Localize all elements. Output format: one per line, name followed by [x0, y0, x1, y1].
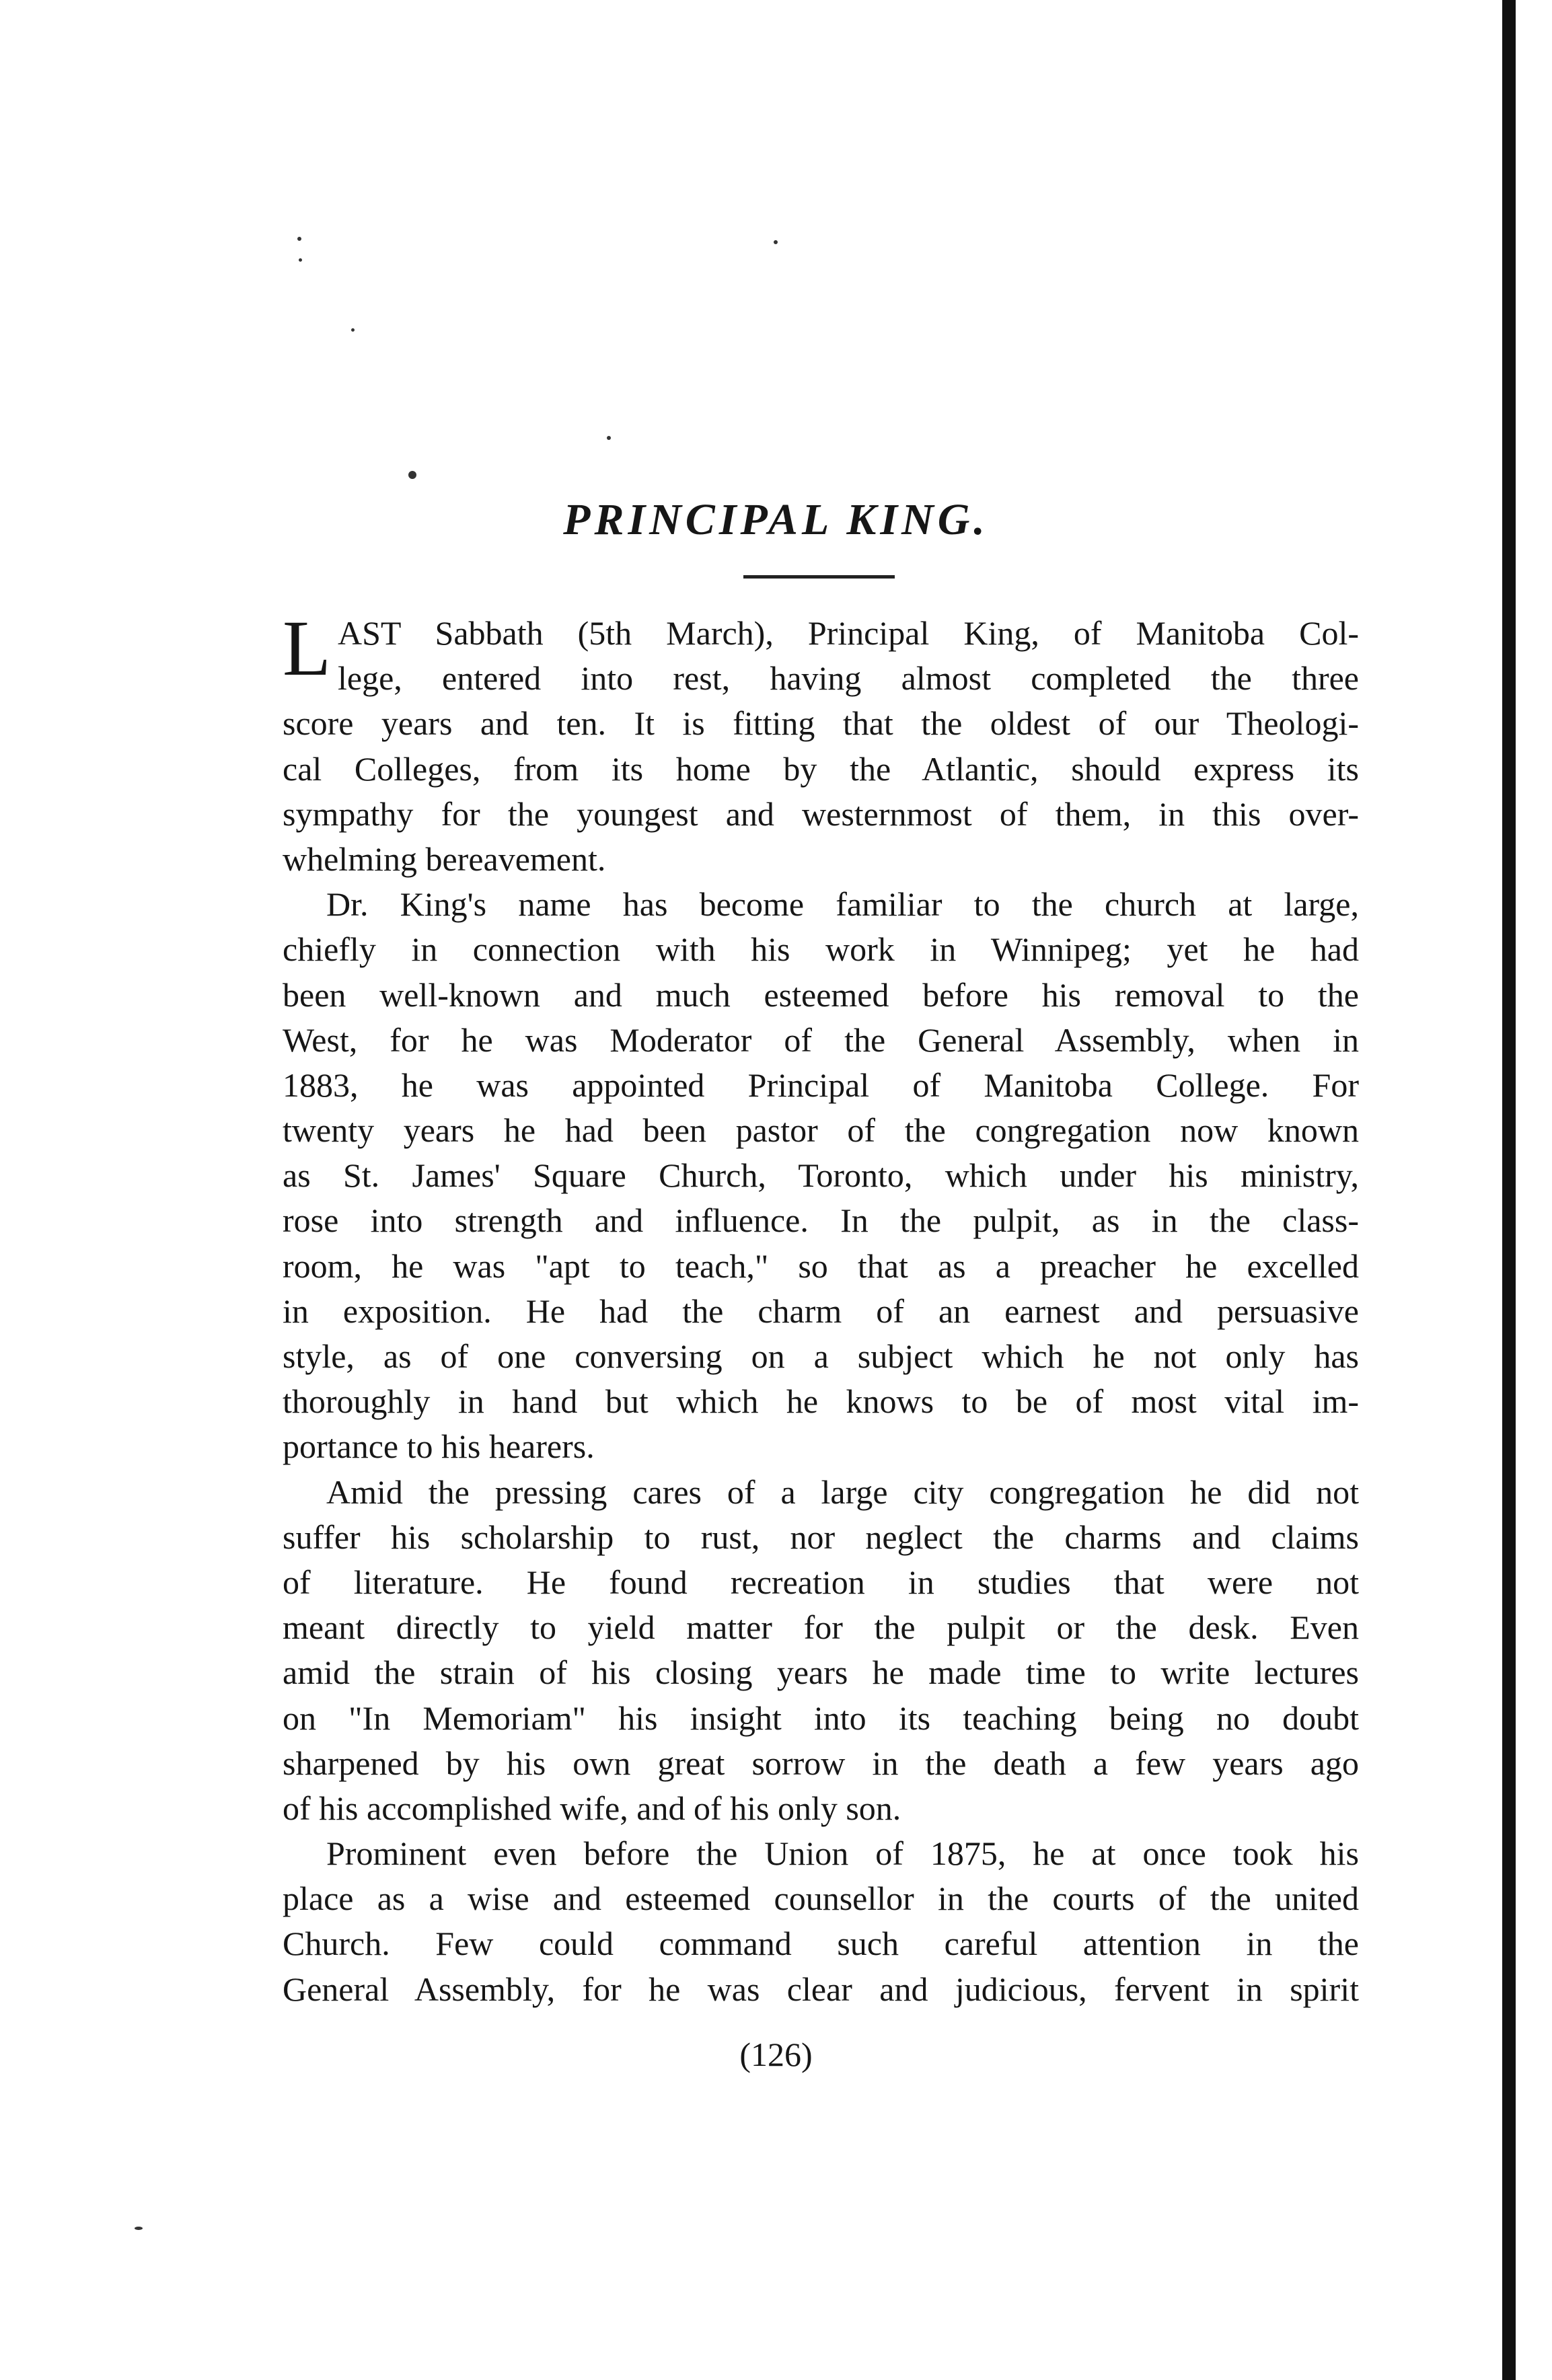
- text-line: lege, entered into rest, having almost completed the three: [338, 659, 1359, 698]
- page-title: PRINCIPAL KING.: [563, 495, 989, 544]
- paragraph: [283, 1831, 1359, 2012]
- paragraph: [283, 1470, 1359, 1832]
- text-line: as St. James' Square Church, Toronto, which under his ministry,: [283, 1156, 1359, 1195]
- scan-speck: [297, 237, 301, 241]
- drop-cap-initial: L: [283, 604, 332, 692]
- text-line: portance to his hearers.: [283, 1427, 595, 1466]
- scan-speck: [135, 2227, 143, 2230]
- text-line: twenty years he had been pastor of the congregation now known: [283, 1111, 1359, 1150]
- text-line: whelming bereavement.: [283, 840, 606, 878]
- title-rule: [743, 575, 895, 579]
- scan-speck: [299, 258, 302, 262]
- text-line: in exposition. He had the charm of an earnest and persuasive: [283, 1292, 1359, 1330]
- text-line: Prominent even before the Union of 1875, he at once took his: [326, 1834, 1359, 1873]
- text-line: been well-known and much esteemed before his removal to the: [283, 975, 1359, 1014]
- page-edge-bar: [1502, 0, 1516, 2380]
- text-line: room, he was "apt to teach," so that as a preacher he excelled: [283, 1247, 1359, 1285]
- text-line: suffer his scholarship to rust, nor neglect the charms and claims: [283, 1518, 1359, 1556]
- scan-speck: [351, 328, 355, 332]
- text-line: Dr. King's name has become familiar to the church at large,: [326, 885, 1359, 924]
- text-line: West, for he was Moderator of the General Assembly, when in: [283, 1020, 1359, 1059]
- text-line: amid the strain of his closing years he made time to write lectures: [283, 1653, 1359, 1692]
- text-line: thoroughly in hand but which he knows to be of most vital im-: [283, 1382, 1359, 1421]
- text-line: chiefly in connection with his work in Winnipeg; yet he had: [283, 930, 1359, 969]
- text-line: sympathy for the youngest and westernmost of them, in this over-: [283, 794, 1359, 833]
- article-body: [283, 604, 1359, 2012]
- text-line: cal Colleges, from its home by the Atlantic, should express its: [283, 749, 1359, 788]
- text-line: place as a wise and esteemed counsellor in the courts of the united: [283, 1880, 1359, 1918]
- text-line: rose into strength and influence. In the pulpit, as in the class-: [283, 1201, 1359, 1240]
- text-line: meant directly to yield matter for the pulpit or the desk. Even: [283, 1608, 1359, 1647]
- paragraph: [283, 882, 1359, 1469]
- page-number: (126): [739, 2036, 813, 2073]
- text-line: Church. Few could command such careful attention in the: [283, 1925, 1359, 1963]
- text-line: of his accomplished wife, and of his only son.: [283, 1789, 901, 1827]
- scan-speck: [607, 436, 611, 440]
- scan-speck: [408, 471, 416, 479]
- paragraph: [283, 604, 1359, 882]
- text-line: 1883, he was appointed Principal of Manitoba College. For: [283, 1066, 1359, 1104]
- text-line: sharpened by his own great sorrow in the death a few years ago: [283, 1744, 1359, 1782]
- text-line: General Assembly, for he was clear and judicious, fervent in spirit: [283, 1970, 1359, 2008]
- text-line: style, as of one conversing on a subject which he not only has: [283, 1337, 1359, 1375]
- text-line: on "In Memoriam" his insight into its teaching being no doubt: [283, 1699, 1359, 1737]
- text-line: Amid the pressing cares of a large city congregation he did not: [326, 1473, 1359, 1511]
- text-line: of literature. He found recreation in studies that were not: [283, 1563, 1359, 1601]
- text-line: AST Sabbath (5th March), Principal King, of Manitoba Col-: [338, 614, 1359, 652]
- scan-speck: [774, 240, 778, 244]
- text-line: score years and ten. It is fitting that the oldest of our Theologi-: [283, 704, 1359, 743]
